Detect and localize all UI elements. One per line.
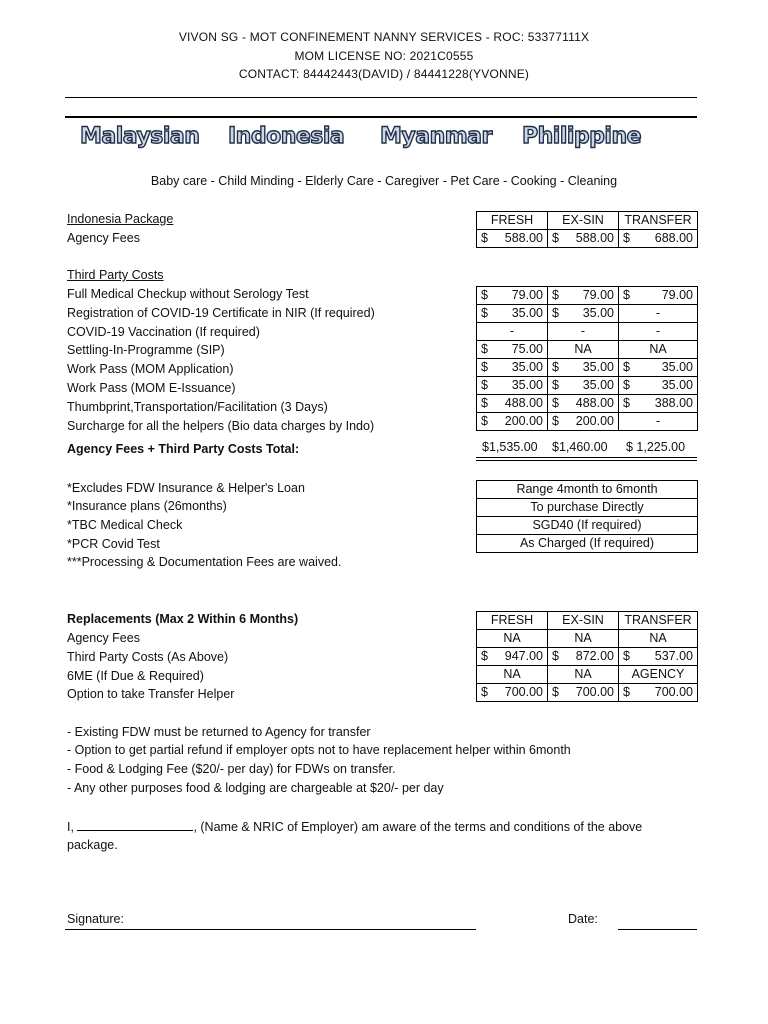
total-label: Agency Fees + Third Party Costs Total: [67,442,300,456]
column-header-exsin: EX-SIN [548,212,619,230]
replacement-label: Agency Fees [67,631,140,645]
license-number: MOM LICENSE NO: 2021C0555 [294,49,474,63]
country-philippine: Philippine [522,124,642,149]
third-party-cost-exsin: $ 35.00 [548,305,619,323]
replacement-transfer: $ 700.00 [619,684,698,702]
declaration-prefix: I, [67,820,74,834]
condition-line: - Any other purposes food & lodging are chargeable at $20/- per day [67,781,444,795]
third-party-cost-label: Work Pass (MOM Application) [67,362,234,377]
replacement-label: Option to take Transfer Helper [67,687,235,702]
third-party-cost-label: Surcharge for all the helpers (Bio data charges by Indo) [67,418,375,433]
replacement-label: Third Party Costs (As Above) [67,649,229,664]
total-underline-2 [476,460,697,461]
third-party-cost-row [477,341,698,359]
note-value: SGD40 (If required) [477,517,698,535]
third-party-cost-label: Settling-In-Programme (SIP) [67,343,225,358]
third-party-cost-transfer: $ 79.00 [619,287,698,305]
employer-name-blank[interactable] [77,818,193,831]
third-party-cost-label: Registration of COVID-19 Certificate in NIR (If required) [67,305,375,320]
signature-line[interactable] [65,929,476,930]
agency-fee-transfer: $ 688.00 [619,230,698,248]
third-party-cost-transfer: - [619,305,698,323]
note-line: *TBC Medical Check [67,518,183,532]
country-myanmar: Myanmar [380,124,492,149]
services-list: Baby care - Child Minding - Elderly Care - Caregiver - Pet Care - Cooking - Cleaning [150,174,618,188]
contact-info: CONTACT: 84442443(DAVID) / 84441228(YVONNE) [238,67,530,81]
third-party-cost-exsin: $ 79.00 [548,287,619,305]
third-party-title: Third Party Costs [67,268,164,282]
column-header-fresh: FRESH [477,612,548,630]
third-party-cost-transfer: - [619,413,698,431]
replacement-exsin: $ 872.00 [548,648,619,666]
column-header-transfer: TRANSFER [619,612,698,630]
package-title: Indonesia Package [67,212,174,226]
column-header-fresh: FRESH [477,212,548,230]
package-fee-table [476,211,698,248]
third-party-cost-row [477,359,698,377]
third-party-cost-fresh: $ 35.00 [477,377,548,395]
note-value: As Charged (If required) [477,535,698,553]
company-name: VIVON SG - MOT CONFINEMENT NANNY SERVICES - ROC: 53377111X [178,30,590,44]
replacement-row [477,630,698,648]
third-party-cost-transfer: $ 35.00 [619,377,698,395]
header-divider-thick [65,116,697,118]
note-value: Range 4month to 6month [477,481,698,499]
replacement-exsin: $ 700.00 [548,684,619,702]
agency-fee-fresh: $ 588.00 [477,230,548,248]
condition-line: - Food & Lodging Fee ($20/- per day) for FDWs on transfer. [67,762,396,776]
third-party-cost-exsin: $ 488.00 [548,395,619,413]
third-party-cost-fresh: $ 200.00 [477,413,548,431]
replacement-label: 6ME (If Due & Required) [67,668,204,683]
third-party-cost-label: COVID-19 Vaccination (If required) [67,324,260,339]
third-party-cost-fresh: $ 488.00 [477,395,548,413]
third-party-cost-fresh: $ 35.00 [477,359,548,377]
condition-line: - Existing FDW must be returned to Agency for transfer [67,725,371,739]
third-party-cost-label: Work Pass (MOM E-Issuance) [67,381,236,395]
replacement-fresh: NA [477,630,548,648]
note-line: *Excludes FDW Insurance & Helper's Loan [67,481,305,495]
third-party-cost-table [476,286,698,431]
country-indonesia: Indonesia [228,124,345,149]
total-transfer: $ 1,225.00 [626,440,686,454]
agency-fee-exsin: $ 588.00 [548,230,619,248]
replacement-row [477,648,698,666]
third-party-cost-exsin: $ 200.00 [548,413,619,431]
third-party-cost-label: Thumbprint,Transportation/Facilitation (3 Days) [67,399,328,414]
total-exsin: $1,460.00 [552,440,608,454]
column-header-transfer: TRANSFER [619,212,698,230]
third-party-cost-fresh: $ 75.00 [477,341,548,359]
third-party-cost-fresh: $ 35.00 [477,305,548,323]
third-party-cost-row [477,305,698,323]
replacement-exsin: NA [548,666,619,684]
third-party-cost-exsin: $ 35.00 [548,359,619,377]
replacement-fresh: $ 947.00 [477,648,548,666]
third-party-cost-label: Full Medical Checkup without Serology Test [67,287,309,301]
replacement-transfer: $ 537.00 [619,648,698,666]
third-party-cost-transfer: $ 35.00 [619,359,698,377]
replacement-fresh: NA [477,666,548,684]
third-party-cost-row [477,287,698,305]
note-line: *Insurance plans (26months) [67,499,227,513]
note-value: To purchase Directly [477,499,698,517]
condition-line: - Option to get partial refund if employer opts not to have replacement helper within 6month [67,743,571,757]
declaration-line [67,818,642,834]
replacement-row [477,666,698,684]
signature-label: Signature: [67,912,124,926]
agency-fees-label: Agency Fees [67,231,140,245]
replacement-table [476,611,698,702]
country-malaysian: Malaysian [80,124,200,149]
third-party-cost-transfer: - [619,323,698,341]
total-underline-1 [476,457,697,458]
third-party-cost-exsin: $ 35.00 [548,377,619,395]
date-line[interactable] [618,929,697,930]
third-party-cost-fresh: - [477,323,548,341]
third-party-cost-exsin: NA [548,341,619,359]
third-party-cost-transfer: $ 388.00 [619,395,698,413]
notes-table [476,480,698,553]
third-party-cost-row [477,323,698,341]
third-party-cost-exsin: - [548,323,619,341]
declaration-line-2: package. [67,838,118,852]
column-header-exsin: EX-SIN [548,612,619,630]
third-party-cost-row [477,377,698,395]
replacement-exsin: NA [548,630,619,648]
declaration-suffix: , (Name & NRIC of Employer) am aware of the terms and conditions of the above [193,820,643,834]
third-party-cost-row [477,413,698,431]
replacement-transfer: AGENCY [619,666,698,684]
third-party-cost-row [477,395,698,413]
replacement-row [477,684,698,702]
third-party-cost-transfer: NA [619,341,698,359]
replacements-title: Replacements (Max 2 Within 6 Months) [67,612,299,626]
replacement-fresh: $ 700.00 [477,684,548,702]
total-fresh: $1,535.00 [482,440,538,454]
replacement-transfer: NA [619,630,698,648]
note-line: *PCR Covid Test [67,537,160,551]
date-label: Date: [568,912,598,926]
third-party-cost-fresh: $ 79.00 [477,287,548,305]
header-divider-thin [65,97,697,98]
note-line: ***Processing & Documentation Fees are waived. [67,555,342,569]
